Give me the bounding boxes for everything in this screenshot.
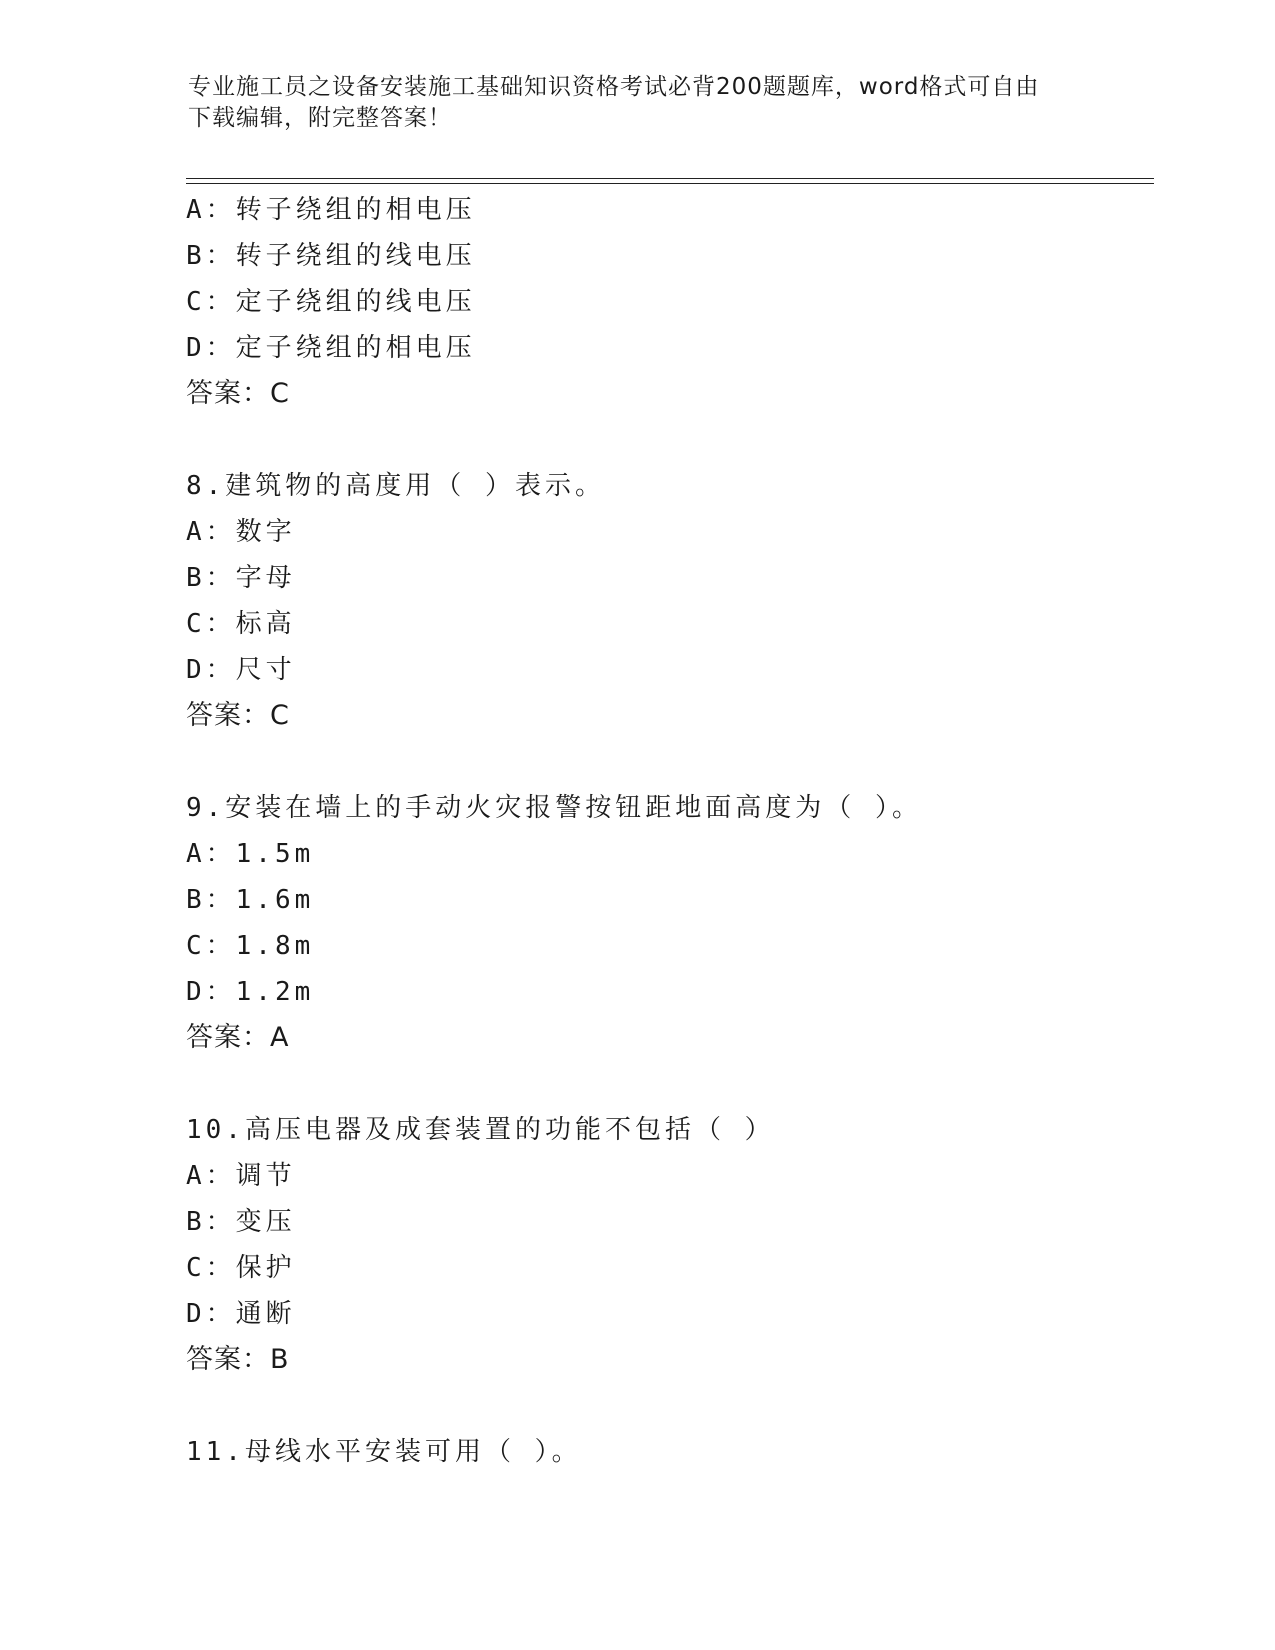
question-list xyxy=(186,187,1146,1475)
option-b: B：1.6m xyxy=(186,885,315,915)
option-a: A：调节 xyxy=(186,1161,296,1191)
answer-line: 答案：A xyxy=(186,1022,290,1053)
question-stem: 9.安装在墙上的手动火灾报警按钮距地面高度为（ ）。 xyxy=(186,793,922,823)
header-line-1: 专业施工员之设备安装施工基础知识资格考试必背200题题库，word格式可自由 xyxy=(188,74,1040,100)
option-a: A：转子绕组的相电压 xyxy=(186,195,476,225)
question-7-continued xyxy=(186,187,1146,417)
question-stem: 11.母线水平安装可用（ ）。 xyxy=(186,1437,582,1467)
option-c: C：1.8m xyxy=(186,931,315,961)
option-b: B：字母 xyxy=(186,563,296,593)
option-d: D：尺寸 xyxy=(186,655,296,685)
question-11 xyxy=(186,1429,1146,1475)
answer-line: 答案：C xyxy=(186,700,290,731)
question-stem: 8.建筑物的高度用（ ）表示。 xyxy=(186,471,605,501)
question-9 xyxy=(186,785,1146,1061)
question-stem: 10.高压电器及成套装置的功能不包括（ ） xyxy=(186,1115,775,1145)
spacer xyxy=(186,1383,1146,1429)
header-divider-top xyxy=(186,178,1154,179)
option-c: C：标高 xyxy=(186,609,296,639)
spacer xyxy=(186,739,1146,785)
option-d: D：定子绕组的相电压 xyxy=(186,333,476,363)
answer-line: 答案：B xyxy=(186,1344,290,1375)
question-8 xyxy=(186,463,1146,739)
answer-line: 答案：C xyxy=(186,378,290,409)
spacer xyxy=(186,417,1146,463)
option-c: C：保护 xyxy=(186,1253,296,1283)
option-d: D：通断 xyxy=(186,1299,296,1329)
spacer xyxy=(186,1061,1146,1107)
option-b: B：变压 xyxy=(186,1207,296,1237)
option-d: D：1.2m xyxy=(186,977,315,1007)
option-c: C：定子绕组的线电压 xyxy=(186,287,476,317)
option-b: B：转子绕组的线电压 xyxy=(186,241,476,271)
option-a: A：1.5m xyxy=(186,839,315,869)
option-a: A：数字 xyxy=(186,517,296,547)
header-line-2: 下载编辑，附完整答案！ xyxy=(188,105,452,131)
header-divider-bottom xyxy=(186,183,1154,184)
document-header xyxy=(188,72,1088,134)
question-10 xyxy=(186,1107,1146,1383)
